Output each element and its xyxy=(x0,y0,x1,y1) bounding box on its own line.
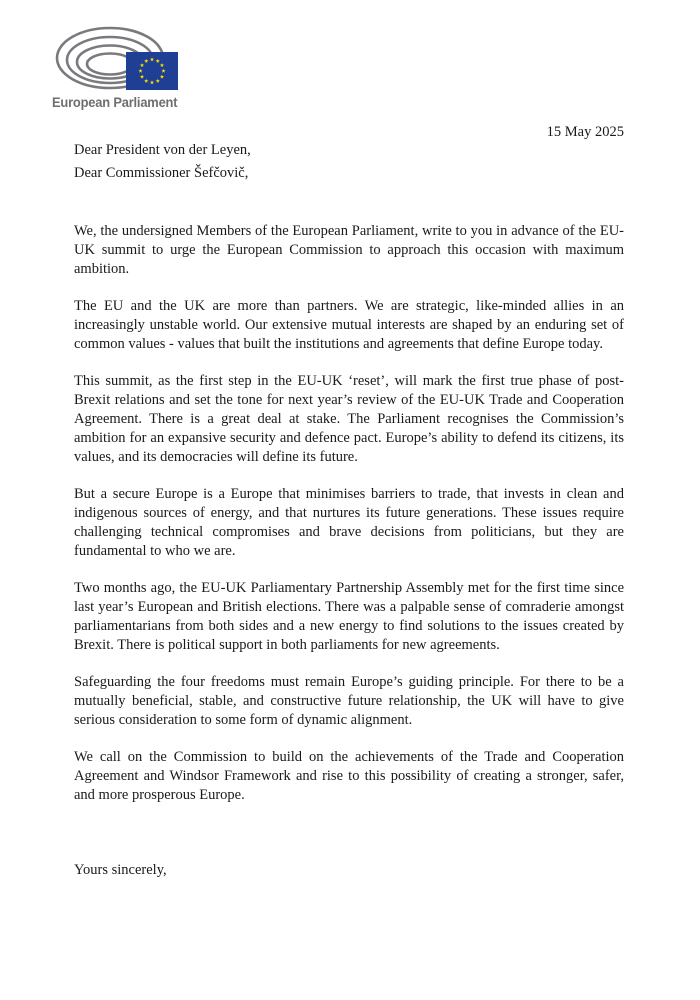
paragraph-intro: We, the undersigned Members of the European Parliament, write to you in advance of the EU-UK summit to urge the European Commission to approach this occasion with maximum ambition. xyxy=(74,223,624,277)
salutation-commissioner: Dear Commissioner Šefčovič, xyxy=(74,165,249,181)
paragraph-call: We call on the Commission to build on the achievements of the Trade and Cooperation Agreement and Windsor Framework and rise to this possibility of creating a stronger, safer, and more prosperous Europe. xyxy=(74,749,624,803)
logo-wordmark: European Parliament xyxy=(52,94,178,110)
letter-closing: Yours sincerely, xyxy=(74,862,167,878)
european-parliament-logo xyxy=(50,22,190,114)
paragraph-assembly: Two months ago, the EU-UK Parliamentary Partnership Assembly met for the first time since last year’s European and British elections. There was a palpable sense of comraderie amongst parliamentarians from both sides and a new energy to find solutions to the issues created by Brexit. There is political support in both parliaments for new agreements. xyxy=(74,580,624,653)
parliament-hemicycle-flag-icon xyxy=(54,22,178,96)
salutation-president: Dear President von der Leyen, xyxy=(74,142,251,158)
paragraph-secure-europe: But a secure Europe is a Europe that minimises barriers to trade, that invests in clean and indigenous sources of energy, and that nurtures its future generations. These issues require challenging technical compromises and brave decisions from politicians, but they are fundamental to who we are. xyxy=(74,486,624,559)
letter-date: 15 May 2025 xyxy=(546,124,624,140)
paragraph-partners: The EU and the UK are more than partners. We are strategic, like-minded allies in an increasingly unstable world. Our extensive mutual interests are shaped by an enduring set of common values - values that built the institutions and agreements that define Europe today. xyxy=(74,298,624,352)
paragraph-four-freedoms: Safeguarding the four freedoms must remain Europe’s guiding principle. For there to be a mutually beneficial, stable, and constructive future relationship, the UK will have to give serious consideration to some form of dynamic alignment. xyxy=(74,674,624,728)
paragraph-summit: This summit, as the first step in the EU-UK ‘reset’, will mark the first true phase of post-Brexit relations and set the tone for next year’s review of the EU-UK Trade and Cooperation Agreement. There is a great deal at stake. The Parliament recognises the Commission’s ambition for an expansive security and defence pact. Europe’s ability to defend its citizens, its values, and its democracies will define its future. xyxy=(74,373,624,465)
letter-body xyxy=(74,222,624,823)
